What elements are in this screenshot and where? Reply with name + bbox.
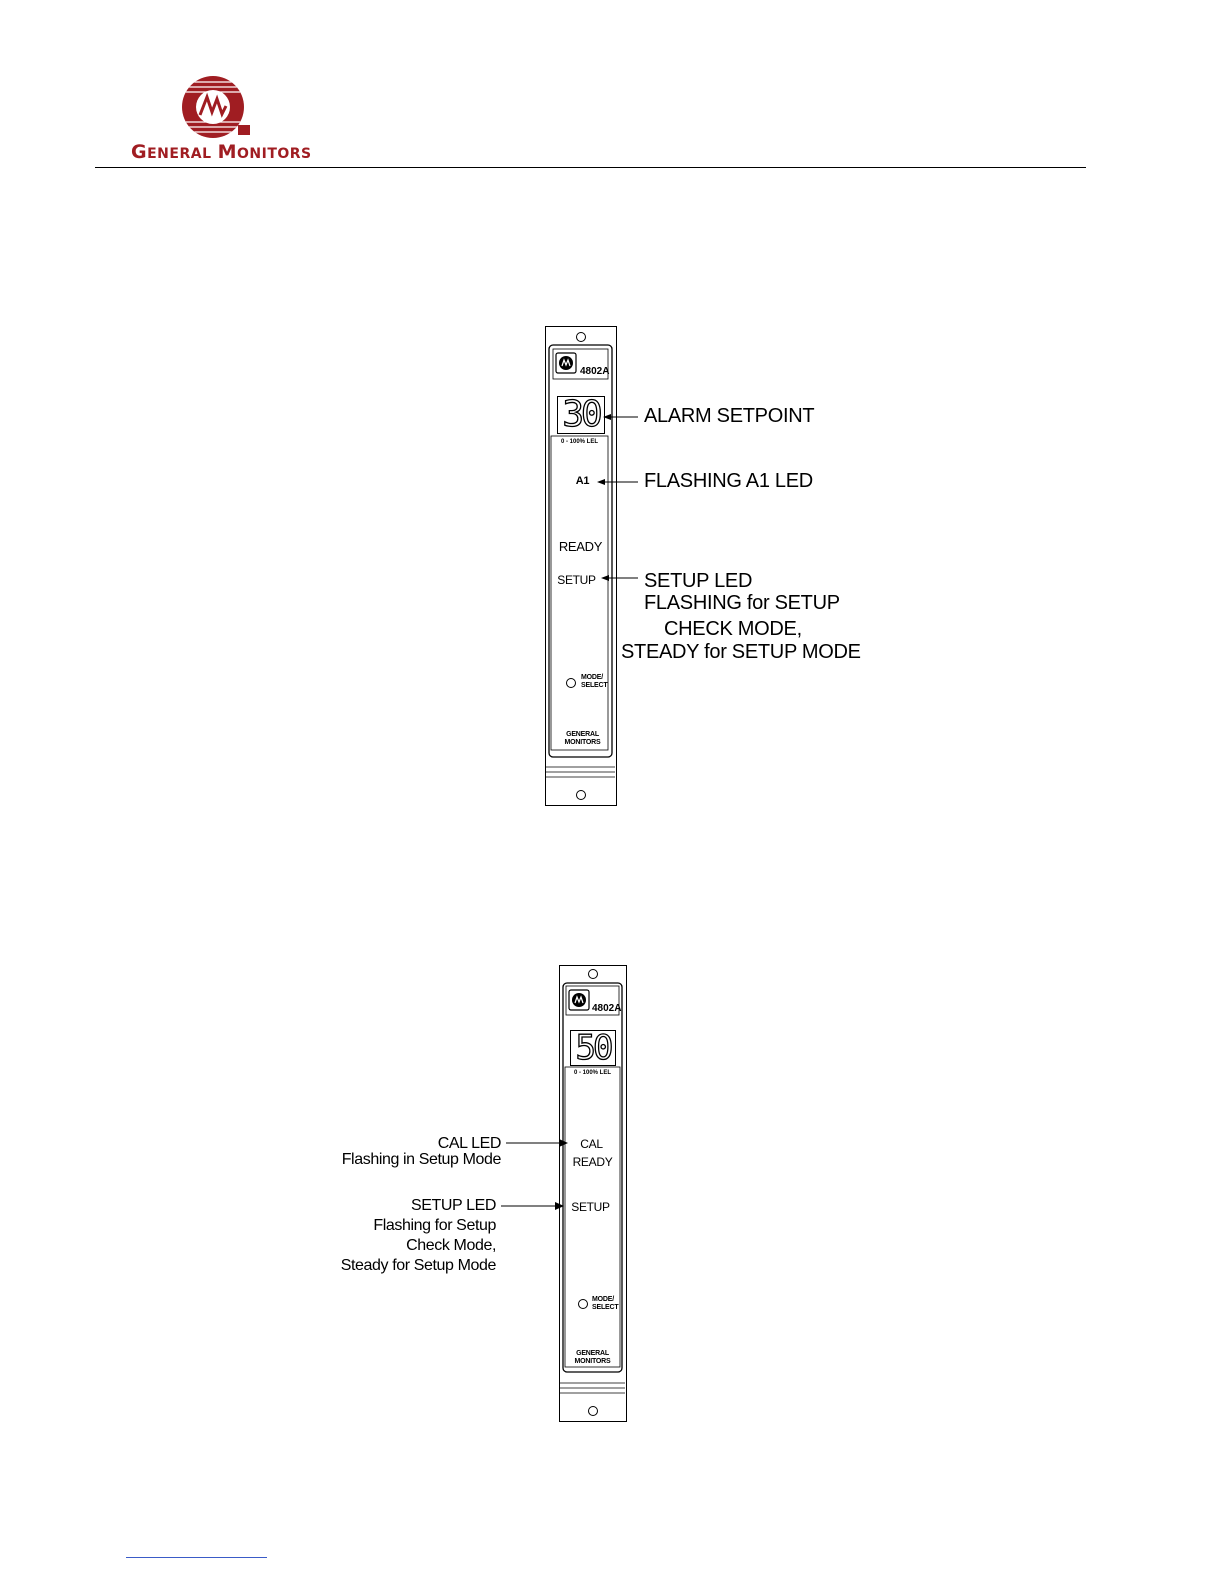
setup-led-label: SETUP — [557, 573, 596, 587]
display-value: 30 — [562, 394, 600, 435]
model-number: 4802A — [580, 366, 610, 377]
ready-led-label: READY — [558, 539, 603, 554]
a1-led-label: A1 — [575, 475, 590, 487]
range-label: 0 - 100% LEL — [560, 439, 598, 445]
callout-setup-led-4: STEADY for SETUP MODE — [621, 641, 861, 663]
mode-select-button-label: MODE/ SELECT — [581, 674, 608, 689]
ready-led-label: READY — [572, 1155, 613, 1169]
setup-led-label: SETUP — [571, 1200, 610, 1214]
cal-led-label: CAL — [580, 1137, 603, 1151]
callout-alarm-setpoint: ALARM SETPOINT — [644, 405, 815, 427]
footer-link-underline — [126, 1557, 267, 1558]
callout-setup-led-3: CHECK MODE, — [664, 618, 802, 640]
seven-segment-display — [570, 1030, 616, 1066]
mode-select-button-label: MODE/ SELECT — [592, 1296, 619, 1311]
company-wordmark: GENERAL MONITORS — [131, 141, 312, 163]
range-label: 0 - 100% LEL — [573, 1070, 611, 1076]
display-value: 50 — [575, 1028, 611, 1068]
callout-setup-led-2: FLASHING for SETUP — [644, 592, 840, 614]
panel-brand: GENERAL MONITORS — [574, 1350, 611, 1365]
panel-brand: GENERAL MONITORS — [564, 731, 601, 746]
callout-setup-led-1: SETUP LED — [644, 570, 753, 592]
callout-setup-led: SETUP LED Flashing for Setup Check Mode, Steady for Setup Mode — [340, 1197, 496, 1274]
callout-flashing-a1-led: FLASHING A1 LED — [644, 470, 813, 492]
model-number: 4802A — [592, 1003, 622, 1014]
callout-cal-led: CAL LED Flashing in Setup Mode — [341, 1135, 501, 1168]
